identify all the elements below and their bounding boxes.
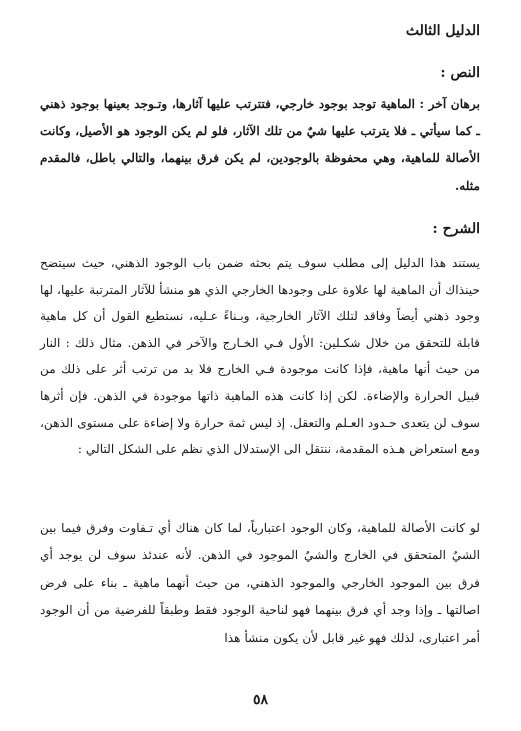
- text-heading: النص :: [440, 65, 480, 81]
- explanation-heading: الشرح :: [432, 221, 480, 237]
- section-title: الدليل الثالث: [405, 23, 480, 39]
- argument-paragraph: لو كانت الأصالة للماهية، وكان الوجود اعتبارياً، لما كان هناك أي تـفاوت وفرق فيما بين الشيٌ المتحقق في الخارج والشيٌ الموجود في الذهن. لأنه عندئذ سوف لن يوجد أي فرق بين الموجود الخارجي والموجود الذهني، من حيث أنهما ماهية ـ بناء على فرض اصالتها ـ وإذا وجد أي فرق بينهما فهو لناحية الوجود فقط وطبقاً للفرضية من أن الوجود أمر اعتبارى، لذلك فهو غير قابل لأن يكون منشأ هذا: [40, 521, 480, 645]
- explanation-paragraph: يستند هذا الدليل إلى مطلب سوف يتم بحثه ضمن باب الوجود الذهني، حيث سيتضح حينذاك أن الماهية لها علاوة على وجودها الخارجي الذي هو منشأ للآثار المترتبة عليها، لها وجود ذهني أيضاً وفاقد لتلك الآثار الخارجية، وبـناءً عـليه، نستطيع القول أن كل ماهية قابلة للتحقق من خلال شكـلين: الأول فـي الخـارج والآخر في الذهن. مثال ذلك : النار من حيث أنها ماهية، فإذا كانت موجودة فـي الخارج فلا بد من ترتب أثر على ذلك من قبيل الحرارة والإضاءة. لكن إذا كانت هذه الماهية ذاتها موجودة في الذهن. فإن أثرها سوف لن يتعدى حـدود العـلم والتعقل. إذ ليس ثمة حرارة ولا إضاءة على مستوى الذهن، ومع استعراض هـذه المقدمة، ننتقل الى الإستدلال الذي نظم على الشكل التالي :: [40, 256, 480, 457]
- page-number: ٥٨: [252, 692, 269, 708]
- quoted-text-paragraph: برهان آخر : الماهية توجد بوجود خارجي، فتترتب عليها آثارها، وتـوجد بعينها بوجود ذهني ـ كما سيأتي ـ فلا يترتب عليها شيٌ من تلك الآثار، فلو لم يكن الوجود هو الأصيل، وكانت الأصالة للماهية، وهي محفوظة بالوجودين، لم يكن فرق بينهما، والتالي باطل، فالمقدم مثله.: [40, 97, 480, 193]
